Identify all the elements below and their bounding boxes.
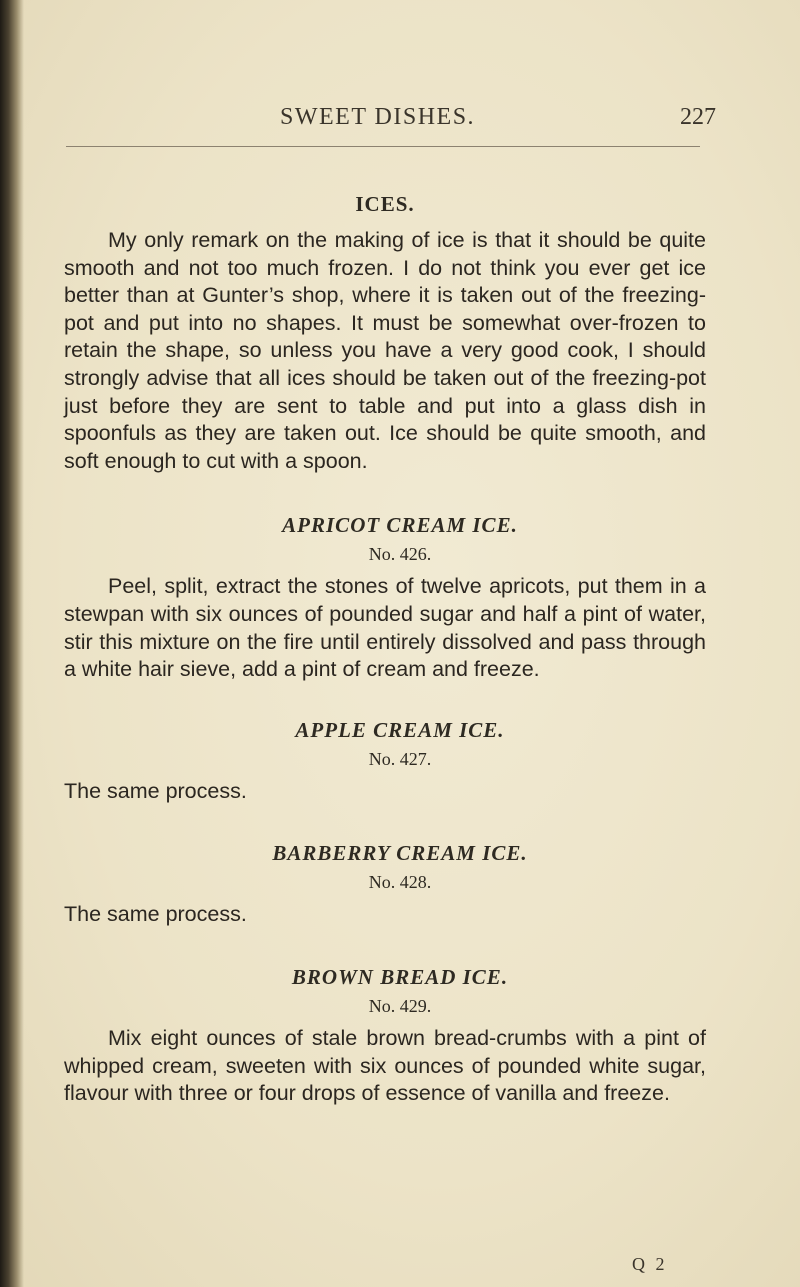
- page-header: [0, 104, 800, 144]
- page-number: 227: [680, 104, 716, 130]
- recipe-text: The same process.: [64, 778, 247, 803]
- book-gutter-shadow: [0, 0, 24, 1287]
- recipe-block: [64, 718, 706, 806]
- section-title: ICES.: [355, 192, 415, 216]
- recipe-text: Peel, split, extract the stones of twelve apricots, put them in a stewpan with six ounces of pounded sugar and half a pint of water, stir this mixture on the fire until entirely dissolved and pass through a white hair sieve, add a pint of cream and freeze.: [64, 574, 706, 682]
- recipe-title: BROWN BREAD ICE.: [291, 964, 509, 989]
- intro-paragraph: My only remark on the making of ice is that it should be quite smooth and not too much frozen. I do not think you ever get ice better than at Gunter’s shop, where it is taken out of the freezing-pot and put into no shapes. It must be somewhat over-frozen to retain the shape, so unless you have a very good cook, I should strongly advise that all ices should be taken out of the freezing-pot just before they are sent to table and put into a glass dish in spoonfuls as they are taken out. Ice should be quite smooth, and soft enough to cut with a spoon.: [64, 228, 706, 473]
- recipe-number: No. 428.: [368, 872, 432, 893]
- recipe-title: APRICOT CREAM ICE.: [282, 513, 518, 538]
- printer-signature: Q 2: [632, 1254, 668, 1274]
- recipe-title: BARBERRY CREAM ICE.: [272, 841, 528, 866]
- recipe-text: The same process.: [64, 902, 247, 927]
- recipe-block: [64, 841, 706, 929]
- recipe-number: No. 429.: [368, 995, 432, 1016]
- recipe-text: Mix eight ounces of stale brown bread-crumbs with a pint of whipped cream, sweeten with six ounces of pounded white sugar, flavour with three or four drops of essence of vanilla and freeze.: [64, 1025, 706, 1106]
- recipe-number: No. 427.: [368, 748, 432, 769]
- page-body: [64, 192, 706, 1108]
- recipe-title: APPLE CREAM ICE.: [295, 717, 505, 742]
- recipe-block: [64, 513, 706, 683]
- recipe-block: [64, 965, 706, 1108]
- header-rule: [66, 146, 700, 147]
- running-head: SWEET DISHES.: [280, 104, 476, 130]
- recipe-number: No. 426.: [368, 544, 432, 565]
